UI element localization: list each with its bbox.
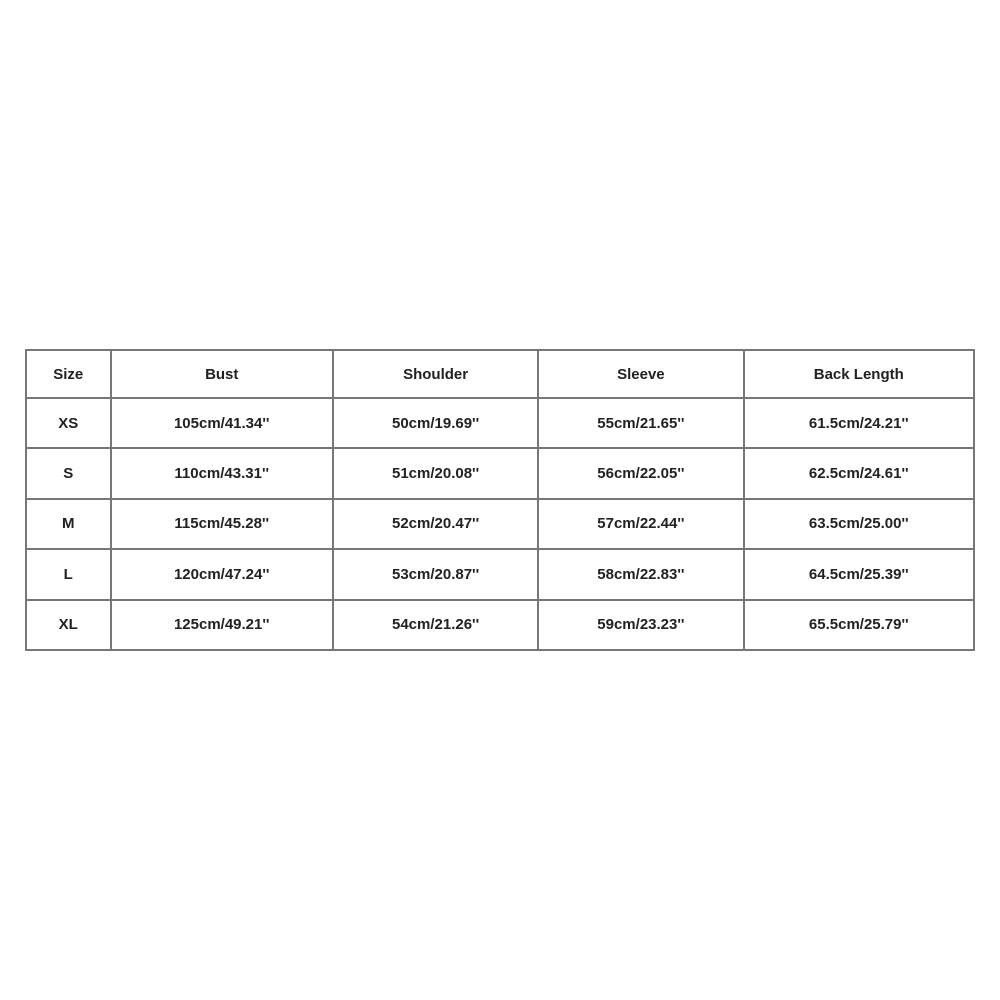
cell-size: M: [26, 499, 111, 549]
cell-sleeve: 59cm/23.23'': [538, 600, 743, 650]
cell-shoulder: 54cm/21.26'': [333, 600, 538, 650]
header-back-length: Back Length: [744, 350, 974, 398]
header-size: Size: [26, 350, 111, 398]
table-row: [26, 398, 974, 448]
cell-size: S: [26, 448, 111, 498]
cell-bust: 115cm/45.28'': [111, 499, 333, 549]
cell-back-length: 64.5cm/25.39'': [744, 549, 974, 599]
header-bust: Bust: [111, 350, 333, 398]
cell-sleeve: 57cm/22.44'': [538, 499, 743, 549]
cell-size: XL: [26, 600, 111, 650]
cell-bust: 125cm/49.21'': [111, 600, 333, 650]
table-header-row: [26, 350, 974, 398]
header-shoulder: Shoulder: [333, 350, 538, 398]
cell-back-length: 65.5cm/25.79'': [744, 600, 974, 650]
cell-back-length: 62.5cm/24.61'': [744, 448, 974, 498]
header-sleeve: Sleeve: [538, 350, 743, 398]
cell-shoulder: 52cm/20.47'': [333, 499, 538, 549]
table-row: [26, 499, 974, 549]
cell-back-length: 61.5cm/24.21'': [744, 398, 974, 448]
cell-shoulder: 53cm/20.87'': [333, 549, 538, 599]
cell-shoulder: 50cm/19.69'': [333, 398, 538, 448]
cell-size: L: [26, 549, 111, 599]
table-row: [26, 600, 974, 650]
cell-bust: 120cm/47.24'': [111, 549, 333, 599]
cell-bust: 105cm/41.34'': [111, 398, 333, 448]
table-row: [26, 549, 974, 599]
cell-sleeve: 58cm/22.83'': [538, 549, 743, 599]
cell-bust: 110cm/43.31'': [111, 448, 333, 498]
cell-sleeve: 56cm/22.05'': [538, 448, 743, 498]
cell-shoulder: 51cm/20.08'': [333, 448, 538, 498]
cell-size: XS: [26, 398, 111, 448]
cell-sleeve: 55cm/21.65'': [538, 398, 743, 448]
table-row: [26, 448, 974, 498]
cell-back-length: 63.5cm/25.00'': [744, 499, 974, 549]
size-chart-table: [25, 349, 975, 651]
